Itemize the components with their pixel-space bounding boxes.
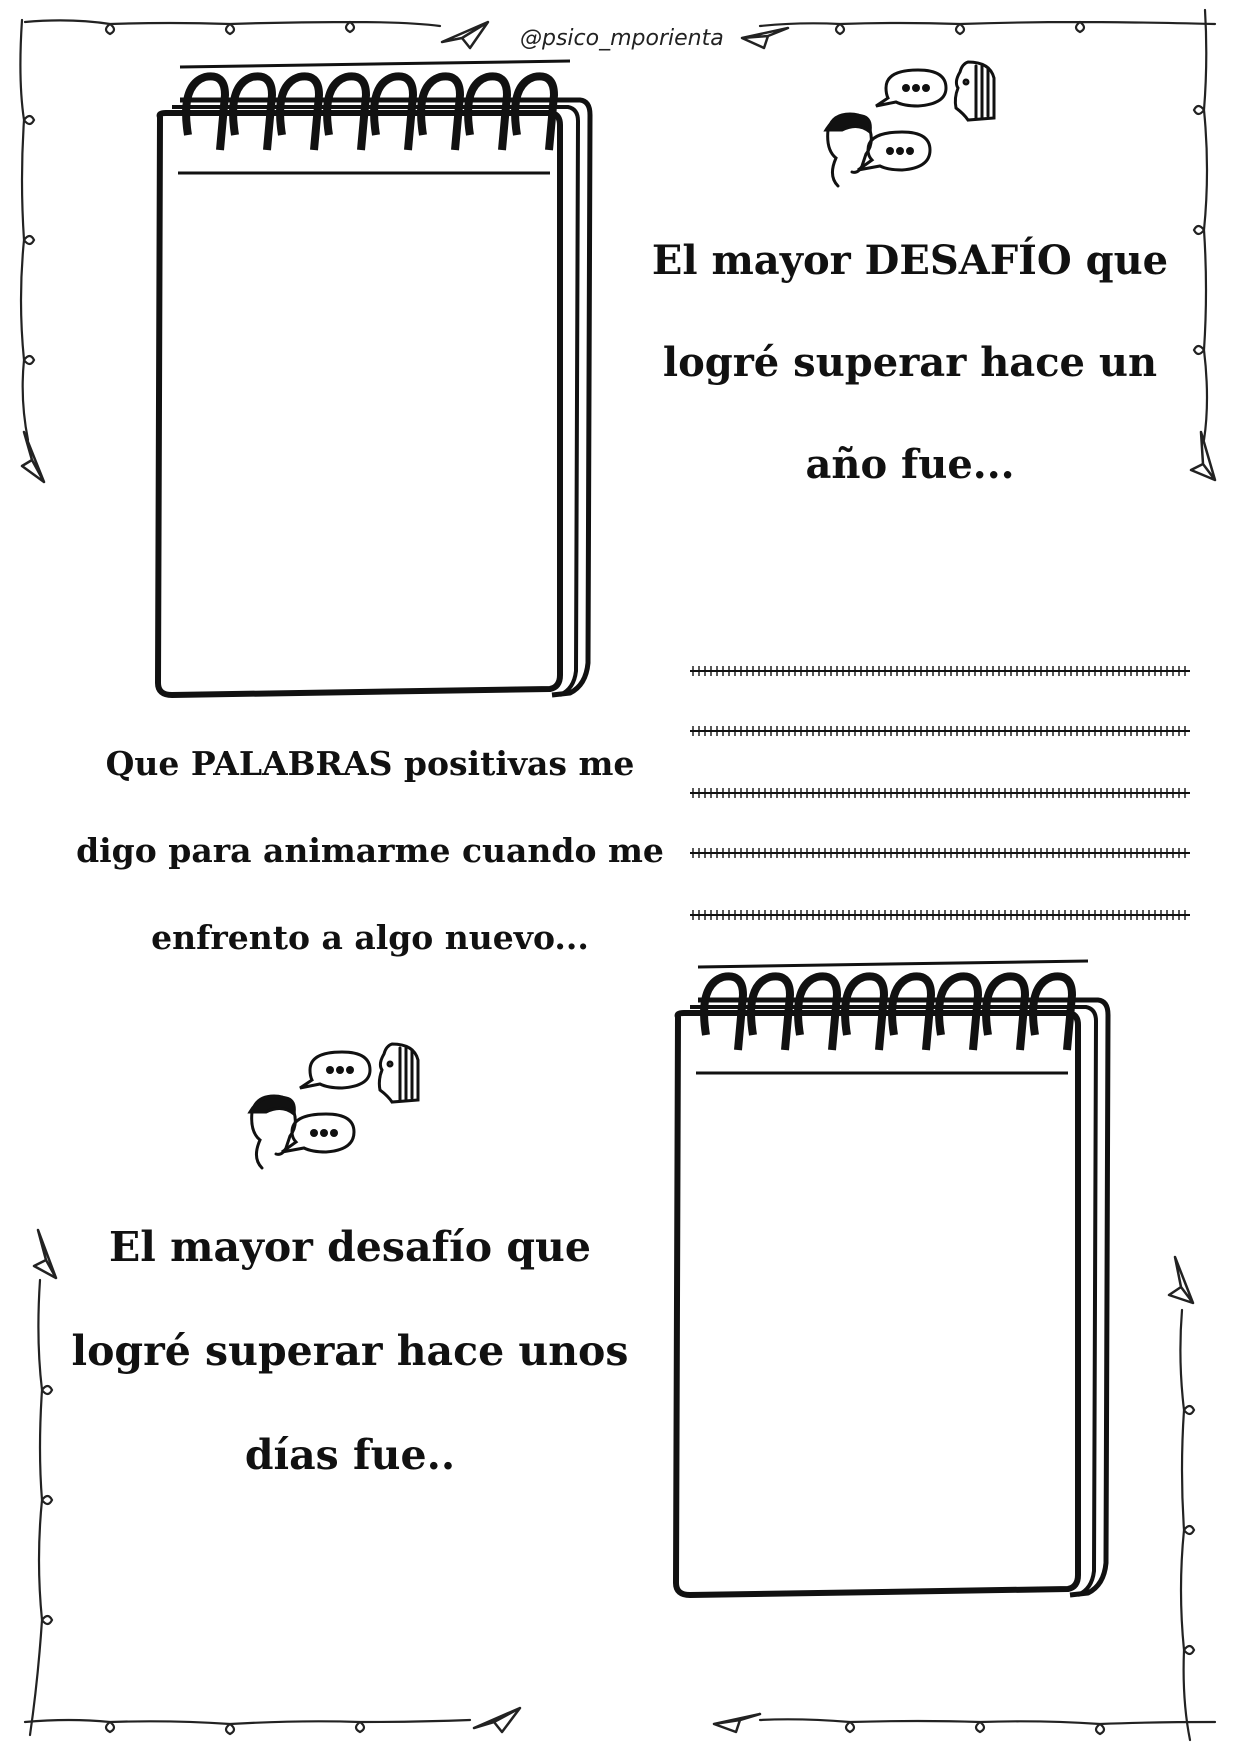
paper-plane-icon <box>14 430 48 486</box>
notepad-icon <box>668 955 1118 1605</box>
prompt-line: El mayor desafío que <box>109 1223 591 1271</box>
paper-plane-icon <box>1185 430 1219 486</box>
notepad-icon <box>150 55 600 705</box>
paper-plane-icon <box>30 1228 64 1284</box>
writing-lines <box>690 660 1195 930</box>
writing-line <box>690 848 1190 858</box>
conversation-icon <box>818 58 998 188</box>
writing-line <box>690 726 1190 736</box>
prompt-days-challenge <box>60 1195 640 1507</box>
writing-line <box>690 666 1190 676</box>
writing-line <box>690 910 1190 920</box>
prompt-line: año fue... <box>805 441 1015 488</box>
paper-plane-icon <box>1165 1255 1199 1311</box>
paper-plane-icon <box>712 1702 762 1736</box>
paper-plane-icon <box>740 18 790 52</box>
writing-line <box>690 788 1190 798</box>
prompt-year-challenge <box>630 210 1190 516</box>
prompt-positive-words <box>60 720 680 981</box>
prompt-line: El mayor DESAFÍO que <box>651 237 1169 284</box>
prompt-line: Que PALABRAS positivas me <box>105 744 635 783</box>
paper-plane-icon <box>440 18 490 52</box>
prompt-line: digo para animarme cuando me <box>76 831 664 870</box>
prompt-line: logré superar hace un <box>662 339 1158 386</box>
prompt-line: días fue.. <box>244 1431 456 1479</box>
paper-plane-icon <box>472 1702 522 1736</box>
prompt-line: logré superar hace unos <box>71 1327 629 1375</box>
conversation-icon <box>242 1040 422 1170</box>
prompt-line: enfrento a algo nuevo... <box>151 918 589 957</box>
author-handle: @psico_mporienta <box>520 26 724 51</box>
